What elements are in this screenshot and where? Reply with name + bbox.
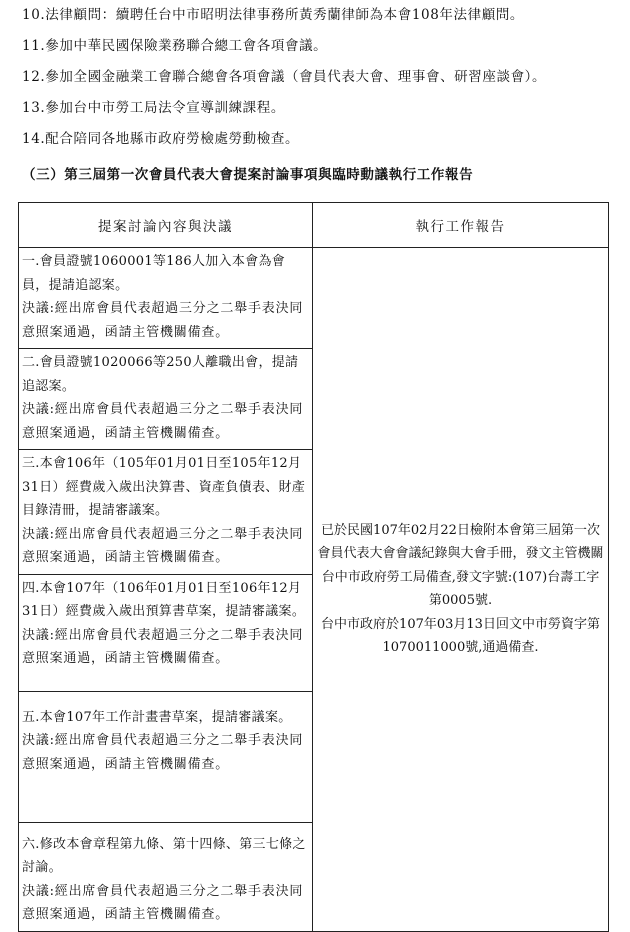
proposal-cell xyxy=(19,248,313,349)
list-item-legal-advisor: 10.法律顧問：續聘任台中市昭明法律事務所黃秀蘭律師為本會108年法律顧問。 xyxy=(22,7,525,23)
proposal-resolution: 決議:經出席會員代表超過三分之二舉手表決同意照案通過，函請主管機關備查。 xyxy=(22,627,304,666)
header-execution-report: 執行工作報告 xyxy=(313,203,609,248)
proposal-cell xyxy=(19,450,313,575)
proposal-report-table xyxy=(18,202,609,932)
proposal-title: 二.會員證號1020066等250人離職出會，提請追認案。 xyxy=(22,355,299,394)
proposal-resolution: 決議:經出席會員代表超過三分之二舉手表決同意照案通過，函請主管機關備查。 xyxy=(22,883,304,922)
numbered-list xyxy=(22,0,622,155)
proposal-cell xyxy=(19,349,313,450)
proposal-resolution: 決議:經出席會員代表超過三分之二舉手表決同意照案通過，函請主管機關備查。 xyxy=(22,301,304,340)
proposal-title: 一.會員證號1060001等186人加入本會為會員，提請追認案。 xyxy=(22,254,286,293)
proposal-resolution: 決議:經出席會員代表超過三分之二舉手表決同意照案通過，函請主管機關備查。 xyxy=(22,526,304,565)
table-row xyxy=(19,248,609,349)
proposal-resolution: 決議:經出席會員代表超過三分之二舉手表決同意照案通過，函請主管機關備查。 xyxy=(22,733,304,772)
proposal-resolution: 決議:經出席會員代表超過三分之二舉手表決同意照案通過，函請主管機關備查。 xyxy=(22,402,304,441)
proposal-cell xyxy=(19,574,313,691)
proposal-cell xyxy=(19,691,313,822)
list-item-insurance-union-meetings: 11.參加中華民國保險業務聯合總工會各項會議。 xyxy=(22,38,328,54)
proposal-title: 六.修改本會章程第九條、第十四條、第三七條之討論。 xyxy=(22,836,306,875)
execution-report-cell xyxy=(313,248,609,932)
proposal-title: 四.本會107年（106年01月01日至106年12月31日）經費歲入歲出預算書草案，提請審議案。 xyxy=(22,580,306,619)
list-item-labor-bureau-training: 13.參加台中市勞工局法令宣導訓練課程。 xyxy=(22,100,285,116)
section-heading: （三）第三屆第一次會員代表大會提案討論事項與臨時動議執行工作報告 xyxy=(22,167,474,183)
list-item-financial-union-meetings: 12.參加全國金融業工會聯合總會各項會議（會員代表大會、理事會、研習座談會）。 xyxy=(22,69,547,85)
table-header-row xyxy=(19,203,609,248)
header-proposal-content: 提案討論內容與決議 xyxy=(19,203,313,248)
execution-report-filing: 已於民國107年02月22日檢附本會第三屆第一次會員代表大會會議紀錄與大會手冊，發文主管機關台中市政府勞工局備查,發文字號:(107)台壽工字第0005號. xyxy=(317,522,604,609)
execution-report-approval: 台中市政府於107年03月13日回文中市勞資字第1070011000號,通過備查. xyxy=(321,616,600,656)
proposal-title: 五.本會107年工作計畫書草案，提請審議案。 xyxy=(22,709,292,725)
proposal-cell xyxy=(19,822,313,931)
proposal-title: 三.本會106年（105年01月01日至105年12月31日）經費歲入歲出決算書、資產負債表、財產目錄清冊，提請審議案。 xyxy=(22,456,306,518)
list-item-labor-inspection: 14.配合陪同各地縣市政府勞檢處勞動檢查。 xyxy=(22,131,300,147)
